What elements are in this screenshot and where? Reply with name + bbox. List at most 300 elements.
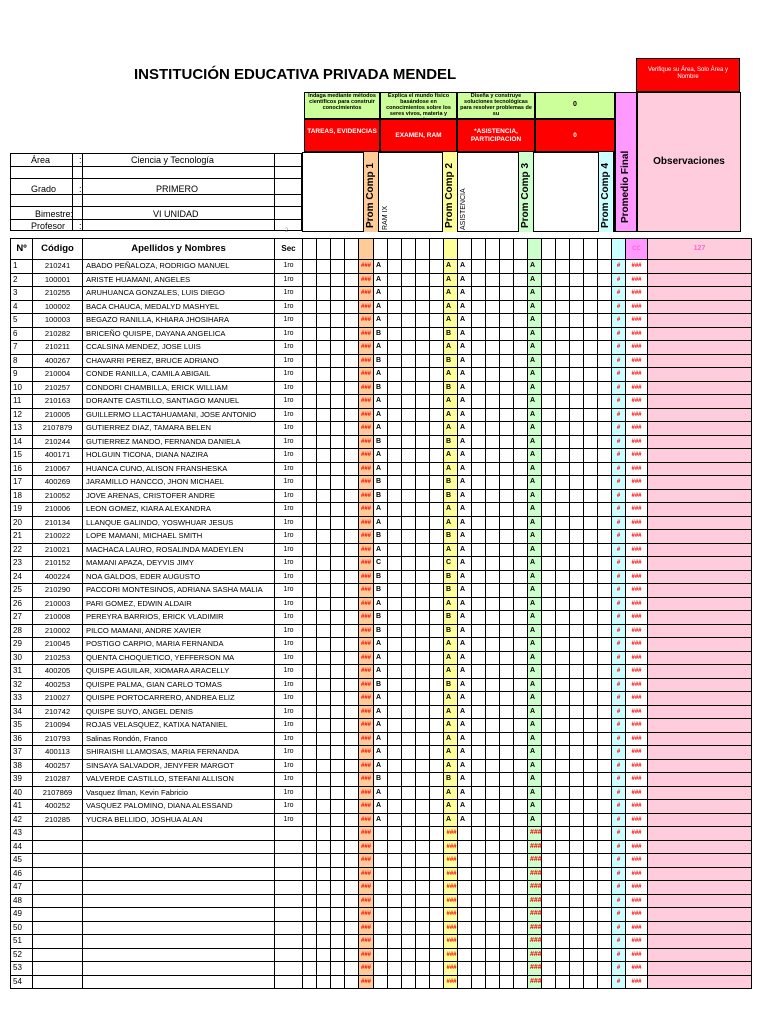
row-number: 25 (11, 584, 33, 598)
prom3-value: ### (528, 908, 542, 922)
final-value: ### (626, 381, 648, 395)
row-number: 9 (11, 368, 33, 382)
prom3-value: A (528, 759, 542, 773)
final-value: ### (626, 881, 648, 895)
prom3-value: A (528, 422, 542, 436)
comp1-grade: A (374, 449, 388, 463)
comp1-grade: A (374, 759, 388, 773)
prom4-value: # (612, 921, 626, 935)
student-sec (275, 854, 303, 868)
row-number: 34 (11, 705, 33, 719)
assessment-header-area (302, 152, 615, 232)
grado-colon: : (79, 184, 82, 194)
comp2-grade: A (458, 530, 472, 544)
observation-cell (648, 881, 752, 895)
row-number: 38 (11, 759, 33, 773)
comp1-grade: A (374, 260, 388, 274)
observation-cell (648, 746, 752, 760)
student-row (11, 813, 752, 827)
comp2-grade: A (458, 638, 472, 652)
prom1-value: ### (359, 651, 374, 665)
comp2-grade: A (458, 354, 472, 368)
final-value: ### (626, 732, 648, 746)
prom3-value: A (528, 341, 542, 355)
observation-cell (648, 692, 752, 706)
row-number: 18 (11, 489, 33, 503)
prom3-value: A (528, 530, 542, 544)
observaciones-header: Observaciones (637, 92, 741, 232)
comp3-instrument: *ASISTENCIA, PARTICIPACION (457, 119, 535, 152)
prom2-value: A (444, 314, 458, 328)
comp2-grade (458, 827, 472, 841)
student-row (11, 570, 752, 584)
prom3-value: A (528, 503, 542, 517)
prom2-value: ### (444, 840, 458, 854)
prom4-value: # (612, 975, 626, 989)
prom1-value: ### (359, 435, 374, 449)
comp1-grade: A (374, 287, 388, 301)
page-title: INSTITUCIÓN EDUCATIVA PRIVADA MENDEL (134, 66, 457, 83)
final-value: ### (626, 354, 648, 368)
prom4-value: # (612, 773, 626, 787)
student-sec: 1ro (275, 665, 303, 679)
prom3-value: A (528, 462, 542, 476)
observation-cell (648, 840, 752, 854)
observation-cell (648, 422, 752, 436)
row-number: 16 (11, 462, 33, 476)
observation-cell (648, 678, 752, 692)
final-value: ### (626, 314, 648, 328)
prom4-value: # (612, 273, 626, 287)
student-code: 400257 (33, 759, 83, 773)
row-number: 37 (11, 746, 33, 760)
student-row (11, 489, 752, 503)
observation-cell (648, 827, 752, 841)
prom1-value: ### (359, 476, 374, 490)
prom1-value: ### (359, 705, 374, 719)
comp1-grade: A (374, 368, 388, 382)
observation-cell (648, 435, 752, 449)
prom4-value: # (612, 368, 626, 382)
student-code: 210027 (33, 692, 83, 706)
row-number: 35 (11, 719, 33, 733)
prom2-value: A (444, 395, 458, 409)
student-row (11, 705, 752, 719)
final-column-header: Promedio Final (615, 92, 637, 232)
area-label: Área (31, 155, 51, 165)
student-name: CHAVARRI PEREZ, BRUCE ADRIANO (83, 354, 275, 368)
prom2-value: ### (444, 948, 458, 962)
final-value: ### (626, 638, 648, 652)
final-value: ### (626, 948, 648, 962)
student-sec: 1ro (275, 314, 303, 328)
row-number: 40 (11, 786, 33, 800)
student-sec: 1ro (275, 732, 303, 746)
prom2-value: A (444, 786, 458, 800)
prom4-value: # (612, 287, 626, 301)
student-name: PILCO MAMANI, ANDRE XAVIER (83, 624, 275, 638)
prom4-value: # (612, 894, 626, 908)
prom4-value: # (612, 732, 626, 746)
prom1-value: ### (359, 624, 374, 638)
final-value: ### (626, 273, 648, 287)
row-number: 47 (11, 881, 33, 895)
final-value: ### (626, 786, 648, 800)
comp1-grade: B (374, 570, 388, 584)
final-value: ### (626, 489, 648, 503)
student-name: ARUHUANCA GONZALES, LUIS DIEGO (83, 287, 275, 301)
prom3-value: A (528, 300, 542, 314)
row-number: 52 (11, 948, 33, 962)
comp2-grade (458, 894, 472, 908)
prom1-value: ### (359, 570, 374, 584)
prom1-value: ### (359, 827, 374, 841)
prom3-value: A (528, 624, 542, 638)
student-sec: 1ro (275, 543, 303, 557)
student-code: 210253 (33, 651, 83, 665)
prom3-value: A (528, 638, 542, 652)
prom2-value: A (444, 341, 458, 355)
final-value: ### (626, 584, 648, 598)
prom3-value: A (528, 678, 542, 692)
student-row (11, 624, 752, 638)
comp2-grade (458, 854, 472, 868)
final-value: ### (626, 543, 648, 557)
comp1-grade (374, 948, 388, 962)
student-code: 210163 (33, 395, 83, 409)
comp1-grade: A (374, 705, 388, 719)
final-value: ### (626, 692, 648, 706)
prom3-value: A (528, 786, 542, 800)
empty-row (11, 881, 752, 895)
observation-cell (648, 381, 752, 395)
prom1-value: ### (359, 719, 374, 733)
prom1-value: ### (359, 854, 374, 868)
comp2-grade (458, 921, 472, 935)
student-name (83, 908, 275, 922)
prom3-value: ### (528, 881, 542, 895)
student-sec (275, 894, 303, 908)
student-code: 210244 (33, 435, 83, 449)
prom1-value: ### (359, 408, 374, 422)
prom1-value: ### (359, 557, 374, 571)
comp2-grade: A (458, 435, 472, 449)
final-value: ### (626, 624, 648, 638)
comp1-grade: A (374, 408, 388, 422)
header-code: Código (33, 239, 83, 260)
prom1-value: ### (359, 543, 374, 557)
student-code: 210022 (33, 530, 83, 544)
student-name: LOPE MAMANI, MICHAEL SMITH (83, 530, 275, 544)
comp2-grade: A (458, 503, 472, 517)
prom1-value: ### (359, 732, 374, 746)
final-value: ### (626, 975, 648, 989)
comp2-grade: A (458, 381, 472, 395)
observation-cell (648, 489, 752, 503)
comp1-grade: A (374, 516, 388, 530)
table-header-row (11, 239, 752, 260)
student-sec: 1ro (275, 273, 303, 287)
prom4-value: # (612, 746, 626, 760)
row-number: 5 (11, 314, 33, 328)
comp4-description: 0 (535, 92, 615, 119)
prom4-value: # (612, 854, 626, 868)
student-row (11, 408, 752, 422)
prom4-value: # (612, 665, 626, 679)
prom1-value: ### (359, 260, 374, 274)
student-sec: 1ro (275, 408, 303, 422)
student-sec: 1ro (275, 503, 303, 517)
row-number: 2 (11, 273, 33, 287)
student-sec (275, 975, 303, 989)
comp2-grade: A (458, 692, 472, 706)
student-code: 210006 (33, 503, 83, 517)
student-name: YUCRA BELLIDO, JOSHUA ALAN (83, 813, 275, 827)
prom1-value: ### (359, 503, 374, 517)
row-number: 15 (11, 449, 33, 463)
comp1-grade: A (374, 665, 388, 679)
prom3-value: A (528, 746, 542, 760)
student-row (11, 732, 752, 746)
comp2-grade: A (458, 449, 472, 463)
prom3-value: ### (528, 894, 542, 908)
comp1-grade: C (374, 557, 388, 571)
prom3-value: A (528, 597, 542, 611)
empty-row (11, 854, 752, 868)
observation-cell (648, 611, 752, 625)
comp2-instrument: EXAMEN, RAM (380, 119, 457, 152)
prom2-value: B (444, 611, 458, 625)
prom2-value: ### (444, 894, 458, 908)
observation-cell (648, 462, 752, 476)
prom4-value: # (612, 908, 626, 922)
prom1-value: ### (359, 746, 374, 760)
comp1-grade: A (374, 692, 388, 706)
observation-cell (648, 368, 752, 382)
comp1-grade: A (374, 651, 388, 665)
comp1-grade: B (374, 354, 388, 368)
prom1-value: ### (359, 908, 374, 922)
student-code (33, 867, 83, 881)
prom3-value: A (528, 435, 542, 449)
student-sec: 1ro (275, 327, 303, 341)
sec-top-mark: 2 (285, 228, 289, 234)
student-sec: 1ro (275, 422, 303, 436)
student-name: POSTIGO CARPIO, MARIA FERNANDA (83, 638, 275, 652)
student-code: 400205 (33, 665, 83, 679)
comp2-grade: A (458, 773, 472, 787)
grado-label: Grado (31, 184, 57, 194)
student-sec (275, 948, 303, 962)
prom2-value: B (444, 435, 458, 449)
student-sec: 1ro (275, 611, 303, 625)
student-row (11, 786, 752, 800)
comp2-grade: A (458, 516, 472, 530)
student-code (33, 921, 83, 935)
prom4-value: # (612, 422, 626, 436)
prom1-value: ### (359, 395, 374, 409)
student-name: VASQUEZ PALOMINO, DIANA ALESSAND (83, 800, 275, 814)
student-name: BEGAZO RANILLA, KHIARA JHOSIHARA (83, 314, 275, 328)
prom4-value: # (612, 381, 626, 395)
student-name: SHIRAISHI LLAMOSAS, MARIA FERNANDA (83, 746, 275, 760)
info-box (10, 153, 302, 231)
prom4-value: # (612, 543, 626, 557)
comp2-grade: A (458, 570, 472, 584)
student-name: LEON GOMEZ, KIARA ALEXANDRA (83, 503, 275, 517)
observation-cell (648, 503, 752, 517)
student-code: 210005 (33, 408, 83, 422)
prom3-value: A (528, 773, 542, 787)
student-row (11, 611, 752, 625)
prom1-value: ### (359, 759, 374, 773)
row-number: 12 (11, 408, 33, 422)
student-sec: 1ro (275, 624, 303, 638)
observation-cell (648, 449, 752, 463)
prom3-value: A (528, 287, 542, 301)
student-sec (275, 935, 303, 949)
prom4-value: # (612, 678, 626, 692)
prom2-value: A (444, 300, 458, 314)
observation-cell (648, 854, 752, 868)
row-number: 24 (11, 570, 33, 584)
student-code: 400267 (33, 354, 83, 368)
final-value: ### (626, 422, 648, 436)
comp1-grade: B (374, 624, 388, 638)
observation-cell (648, 584, 752, 598)
student-sec: 1ro (275, 287, 303, 301)
student-code: 210134 (33, 516, 83, 530)
observation-cell (648, 665, 752, 679)
student-name (83, 881, 275, 895)
comp1-grade (374, 867, 388, 881)
comp1-grade (374, 975, 388, 989)
student-row (11, 773, 752, 787)
prom3-value: A (528, 719, 542, 733)
comp1-grade: A (374, 273, 388, 287)
comp2-grade: A (458, 260, 472, 274)
prom4-value: # (612, 759, 626, 773)
comp1-grade (374, 962, 388, 976)
prom3-value: ### (528, 975, 542, 989)
prom4-value: # (612, 800, 626, 814)
student-row (11, 435, 752, 449)
prom1-value: ### (359, 381, 374, 395)
observation-cell (648, 867, 752, 881)
comp2-grade: A (458, 287, 472, 301)
prom3-value: A (528, 381, 542, 395)
final-value: ### (626, 921, 648, 935)
final-value: ### (626, 827, 648, 841)
student-code (33, 854, 83, 868)
observation-cell (648, 651, 752, 665)
student-row (11, 476, 752, 490)
comp2-grade: A (458, 408, 472, 422)
student-sec: 1ro (275, 557, 303, 571)
observation-cell (648, 638, 752, 652)
comp1-grade: A (374, 732, 388, 746)
student-name: DORANTE CASTILLO, SANTIAGO MANUEL (83, 395, 275, 409)
prom1-value: ### (359, 584, 374, 598)
observation-cell (648, 354, 752, 368)
student-name: PEREYRA BARRIOS, ERICK VLADIMIR (83, 611, 275, 625)
row-number: 27 (11, 611, 33, 625)
comp1-description: Indaga mediante métodos científicos para construir conocimientos (304, 92, 380, 119)
student-row (11, 638, 752, 652)
row-number: 13 (11, 422, 33, 436)
comp1-grade: A (374, 314, 388, 328)
comp1-grade: A (374, 719, 388, 733)
final-value: ### (626, 462, 648, 476)
student-name: QUISPE AGUILAR, XIOMARA ARACELLY (83, 665, 275, 679)
final-value: ### (626, 327, 648, 341)
prom2-value: ### (444, 908, 458, 922)
comp2-grade: A (458, 732, 472, 746)
student-sec: 1ro (275, 678, 303, 692)
prom3-value: A (528, 476, 542, 490)
comp1-grade: A (374, 503, 388, 517)
student-code: 100002 (33, 300, 83, 314)
row-number: 54 (11, 975, 33, 989)
student-row (11, 651, 752, 665)
header-obs: 127 (648, 239, 752, 260)
prom4-value: # (612, 827, 626, 841)
final-value: ### (626, 800, 648, 814)
student-code (33, 935, 83, 949)
student-name: ROJAS VELASQUEZ, KATIXA NATANIEL (83, 719, 275, 733)
student-row (11, 678, 752, 692)
student-row (11, 584, 752, 598)
student-code: 210257 (33, 381, 83, 395)
prom4-value: # (612, 314, 626, 328)
comp1-grade: A (374, 813, 388, 827)
observation-cell (648, 476, 752, 490)
prom1-value: ### (359, 422, 374, 436)
prom3-value: ### (528, 921, 542, 935)
comp1-grade (374, 921, 388, 935)
student-code (33, 827, 83, 841)
prom2-value: ### (444, 854, 458, 868)
grado-value: PRIMERO (156, 184, 199, 194)
comp2-grade: A (458, 800, 472, 814)
prom4-value: # (612, 597, 626, 611)
row-number: 46 (11, 867, 33, 881)
prom2-value: A (444, 759, 458, 773)
prom1-value: ### (359, 840, 374, 854)
comp2-grade: A (458, 759, 472, 773)
student-sec: 1ro (275, 300, 303, 314)
observation-cell (648, 962, 752, 976)
prom3-value: ### (528, 935, 542, 949)
empty-row (11, 935, 752, 949)
student-code (33, 908, 83, 922)
prom3-value: A (528, 395, 542, 409)
observation-cell (648, 894, 752, 908)
prom4-value: # (612, 813, 626, 827)
comp2-grade: A (458, 327, 472, 341)
final-value: ### (626, 813, 648, 827)
prom2-value: A (444, 692, 458, 706)
prom1-value: ### (359, 638, 374, 652)
comp2-grade: A (458, 665, 472, 679)
final-value: ### (626, 719, 648, 733)
student-row (11, 462, 752, 476)
student-sec: 1ro (275, 260, 303, 274)
student-name: CONDE RANILLA, CAMILA ABIGAIL (83, 368, 275, 382)
student-sec (275, 840, 303, 854)
prom3-value: A (528, 651, 542, 665)
prom2-value: B (444, 327, 458, 341)
